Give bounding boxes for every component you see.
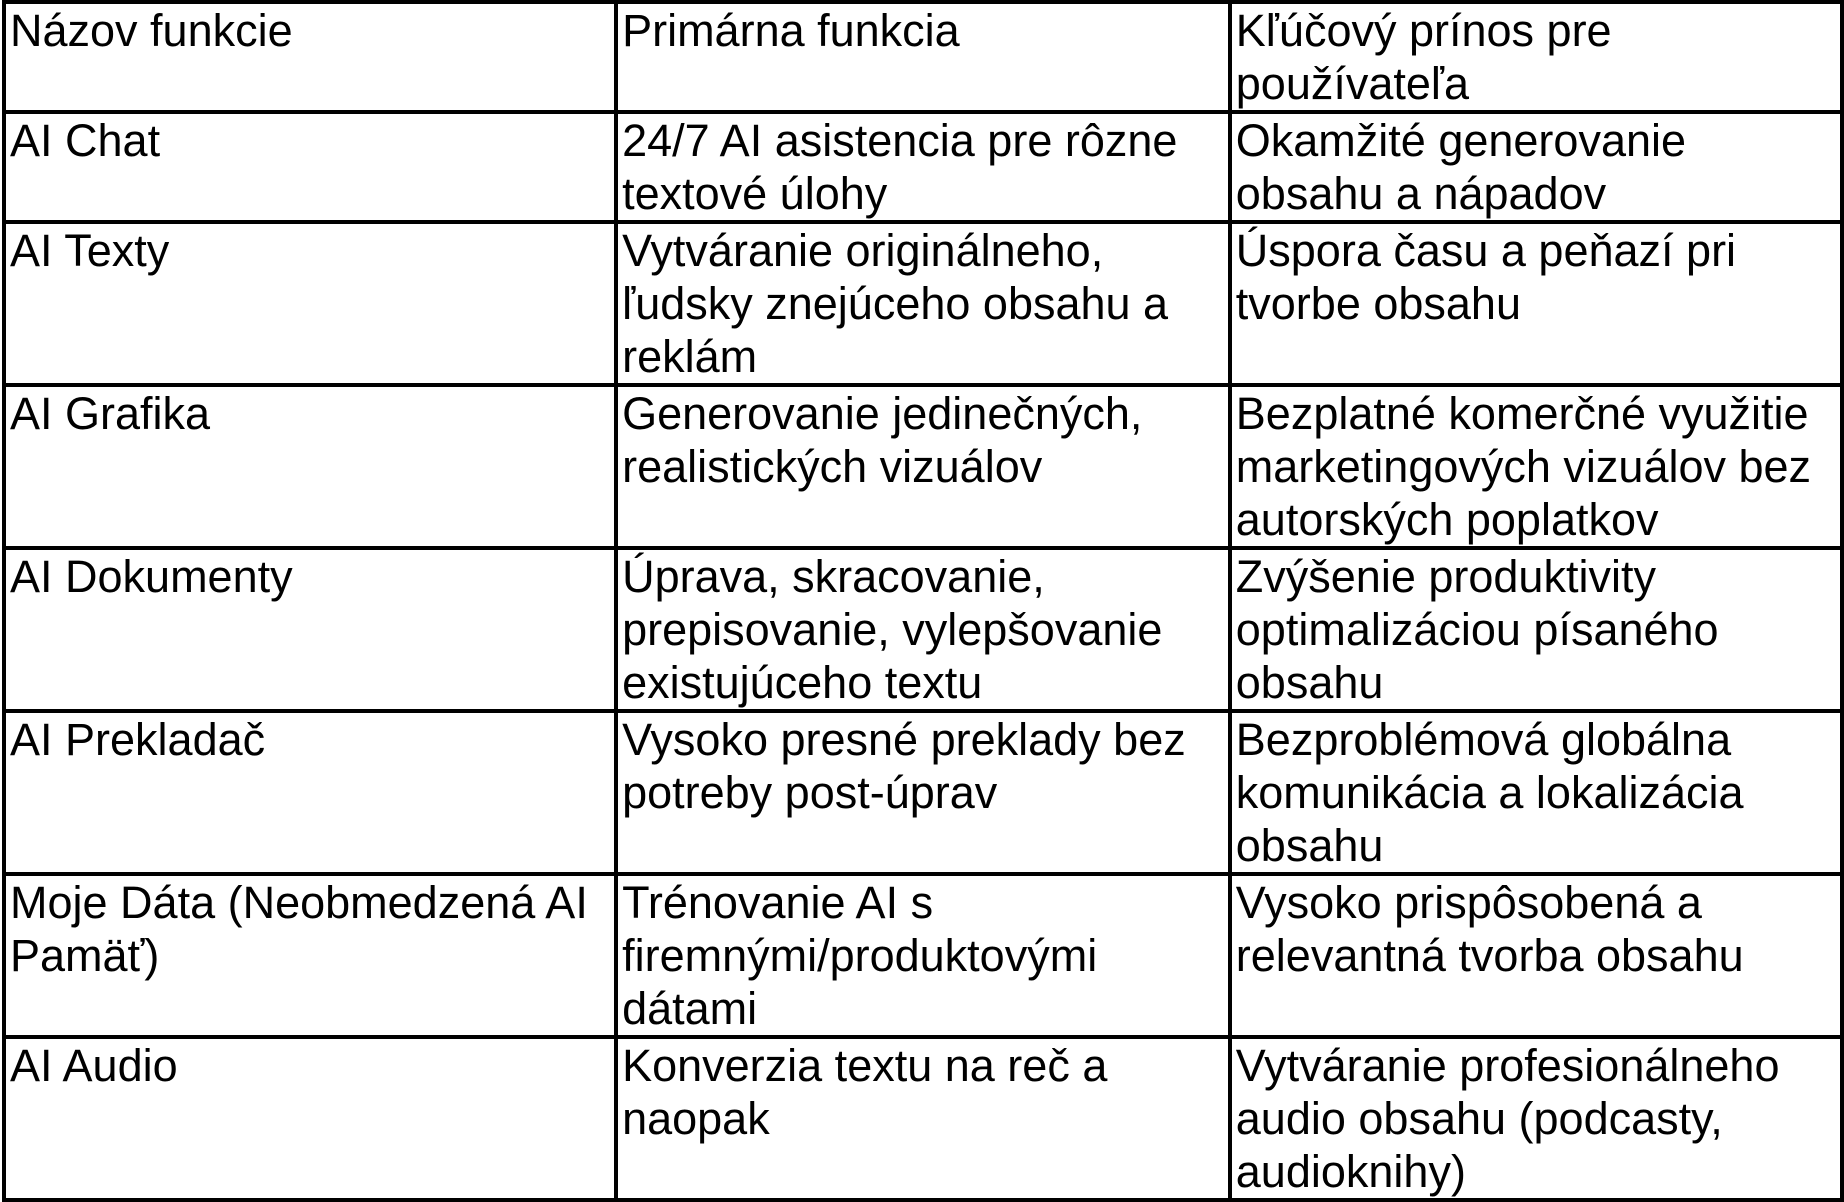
- table-row: [4, 548, 1842, 711]
- table-header-row: [4, 2, 1842, 112]
- cell-text: Vysoko prispôsobená a relevantná tvorba obsahu: [1235, 877, 1744, 981]
- cell-text: 24/7 AI asistencia pre rôzne textové úlohy: [622, 115, 1178, 219]
- table-cell: [1230, 222, 1842, 385]
- table-cell: [1230, 548, 1842, 711]
- table-cell: [1230, 1037, 1842, 1200]
- table-cell: [4, 1037, 616, 1200]
- table-cell: [616, 385, 1230, 548]
- table-cell: [4, 112, 616, 222]
- cell-text: Bezplatné komerčné využitie marketingových vizuálov bez autorských poplatkov: [1235, 388, 1812, 545]
- cell-text: Vytváranie originálneho, ľudsky znejúceho obsahu a reklám: [622, 225, 1169, 382]
- cell-text: Vysoko presné preklady bez potreby post-úprav: [622, 714, 1186, 818]
- header-label: Primárna funkcia: [622, 5, 960, 56]
- table-cell: [616, 874, 1230, 1037]
- table-cell: [4, 874, 616, 1037]
- header-label: Kľúčový prínos pre používateľa: [1235, 5, 1612, 109]
- table-row: [4, 1037, 1842, 1200]
- cell-text: Okamžité generovanie obsahu a nápadov: [1235, 115, 1687, 219]
- table-cell: [616, 112, 1230, 222]
- cell-text: AI Audio: [10, 1040, 178, 1091]
- table-cell: [616, 548, 1230, 711]
- header-cell-feature-name: [4, 2, 616, 112]
- cell-text: Úspora času a peňazí pri tvorbe obsahu: [1235, 225, 1737, 329]
- table-cell: [4, 222, 616, 385]
- table-cell: [1230, 112, 1842, 222]
- cell-text: AI Dokumenty: [10, 551, 293, 602]
- table-row: [4, 385, 1842, 548]
- cell-text: Zvýšenie produktivity optimalizáciou písaného obsahu: [1235, 551, 1719, 708]
- table-row: [4, 222, 1842, 385]
- table-cell: [1230, 874, 1842, 1037]
- table-cell: [1230, 385, 1842, 548]
- feature-table: [2, 0, 1844, 1202]
- cell-text: Úprava, skracovanie, prepisovanie, vylepšovanie existujúceho textu: [622, 551, 1163, 708]
- table-cell: [4, 548, 616, 711]
- table-row: [4, 711, 1842, 874]
- cell-text: Generovanie jedinečných, realistických vizuálov: [622, 388, 1143, 492]
- table-cell: [4, 385, 616, 548]
- table-row: [4, 874, 1842, 1037]
- table-cell: [1230, 711, 1842, 874]
- header-cell-key-benefit: [1230, 2, 1842, 112]
- table-cell: [616, 711, 1230, 874]
- cell-text: Moje Dáta (Neobmedzená AI Pamäť): [10, 877, 588, 981]
- cell-text: AI Texty: [10, 225, 170, 276]
- table-cell: [4, 711, 616, 874]
- cell-text: Bezproblémová globálna komunikácia a lokalizácia obsahu: [1235, 714, 1744, 871]
- header-cell-primary-function: [616, 2, 1230, 112]
- cell-text: AI Grafika: [10, 388, 211, 439]
- table-cell: [616, 222, 1230, 385]
- cell-text: Trénovanie AI s firemnými/produktovými dátami: [622, 877, 1098, 1034]
- cell-text: AI Prekladač: [10, 714, 266, 765]
- cell-text: Vytváranie profesionálneho audio obsahu (podcasty, audioknihy): [1235, 1040, 1780, 1197]
- table-row: [4, 112, 1842, 222]
- cell-text: Konverzia textu na reč a naopak: [622, 1040, 1108, 1144]
- table-cell: [616, 1037, 1230, 1200]
- cell-text: AI Chat: [10, 115, 161, 166]
- header-label: Názov funkcie: [10, 5, 293, 56]
